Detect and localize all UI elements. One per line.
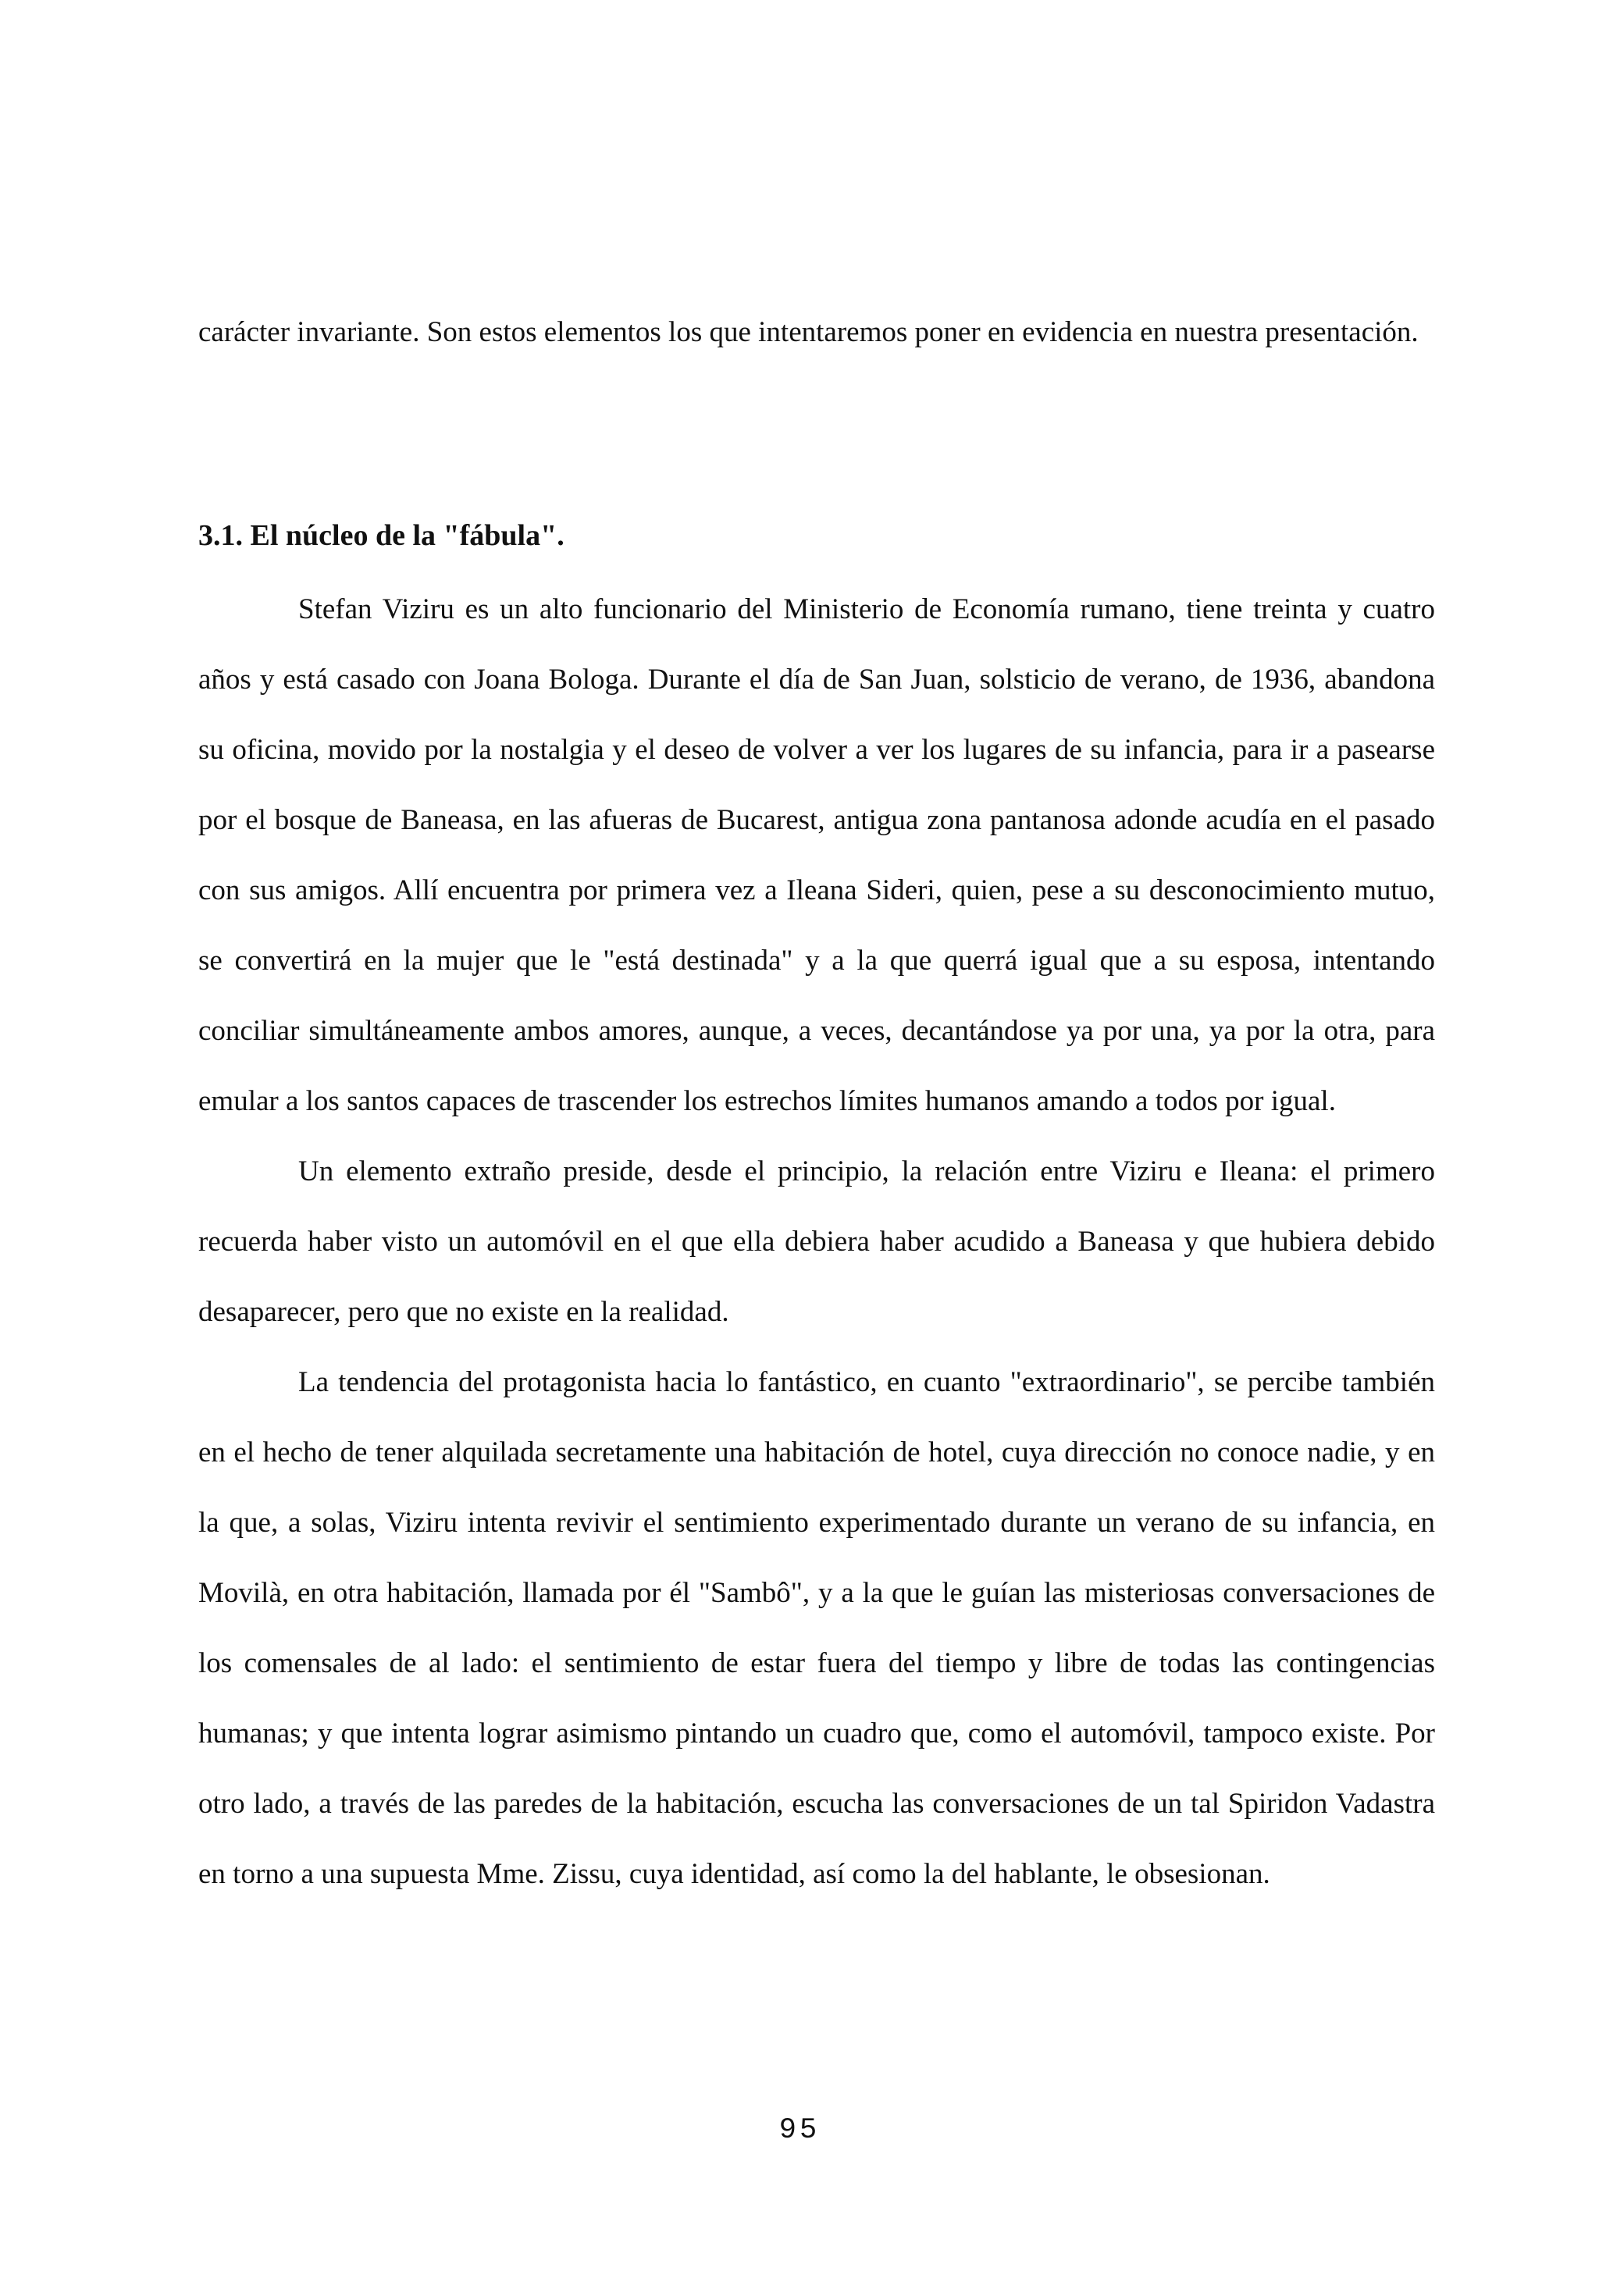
- body-paragraph-2: Un elemento extraño preside, desde el principio, la relación entre Viziru e Ileana: el primero recuerda haber visto un automóvil en el que ella debiera haber acudido a Baneasa y que hubiera debido desaparecer, pero que no existe en la realidad.: [198, 1155, 1435, 1328]
- page-number: 95: [778, 2114, 821, 2147]
- body-paragraph-1: Stefan Viziru es un alto funcionario del Ministerio de Economía rumano, tiene treinta y cuatro años y está casado con Joana Bologa. Durante el día de San Juan, solsticio de verano, de 1936, abandona su oficina, movido por la nostalgia y el deseo de volver a ver los lugares de su infancia, para ir a pasearse por el bosque de Baneasa, en las afueras de Bucarest, antigua zona pantanosa adonde acudía en el pasado con sus amigos. Allí encuentra por primera vez a Ileana Sideri, quien, pese a su desconocimiento mutuo, se convertirá en la mujer que le "está destinada" y a la que querrá igual que a su esposa, intentando conciliar simultáneamente ambos amores, aunque, a veces, decantándose ya por una, ya por la otra, para emular a los santos capaces de trascender los estrechos límites humanos amando a todos por igual.: [198, 593, 1435, 1117]
- intro-paragraph: carácter invariante. Son estos elementos los que intentaremos poner en evidencia en nuestra presentación.: [198, 316, 1419, 348]
- section-heading: 3.1. El núcleo de la "fábula".: [198, 519, 564, 552]
- intro-text: [198, 297, 1435, 368]
- body-text: [198, 575, 1435, 1910]
- body-paragraph-3: La tendencia del protagonista hacia lo fantástico, en cuanto "extraordinario", se percibe también en el hecho de tener alquilada secretamente una habitación de hotel, cuya dirección no conoce nadie, y en la que, a solas, Viziru intenta revivir el sentimiento experimentado durante un verano de su infancia, en Movilà, en otra habitación, llamada por él "Sambô", y a la que le guían las misteriosas conversaciones de los comensales de al lado: el sentimiento de estar fuera del tiempo y libre de todas las contingencias humanas; y que intenta lograr asimismo pintando un cuadro que, como el automóvil, tampoco existe. Por otro lado, a través de las paredes de la habitación, escucha las conversaciones de un tal Spiridon Vadastra en torno a una supuesta Mme. Zissu, cuya identidad, así como la del hablante, le obsesionan.: [198, 1366, 1435, 1890]
